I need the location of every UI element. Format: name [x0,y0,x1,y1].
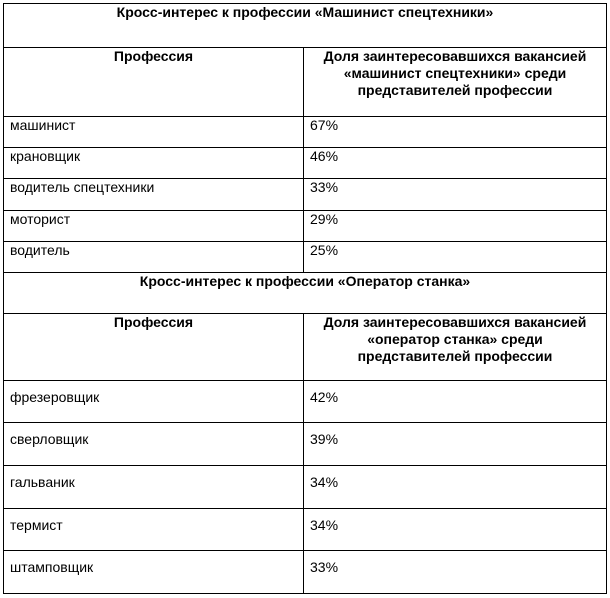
table-row [4,117,607,148]
profession-cell: термист [4,509,304,551]
header-row [4,48,607,117]
profession-cell: штамповщик [4,551,304,594]
profession-cell: водитель [4,242,304,273]
header-share-line: «оператор станка» среди [367,331,543,347]
table-row [4,551,607,594]
section-title-row [4,273,607,314]
table-row [4,423,607,466]
share-cell: 46% [304,148,607,179]
table-row [4,381,607,423]
header-share-line: Доля заинтересовавшихся вакансией [323,48,587,64]
profession-cell: водитель спецтехники [4,179,304,211]
profession-cell: фрезеровщик [4,381,304,423]
share-cell: 67% [304,117,607,148]
section-title-row [4,4,607,48]
header-profession: Профессия [4,48,304,117]
profession-cell: машинист [4,117,304,148]
share-cell: 39% [304,423,607,466]
share-cell: 29% [304,211,607,242]
table-row [4,466,607,509]
share-cell: 42% [304,381,607,423]
table-row [4,211,607,242]
profession-cell: сверловщик [4,423,304,466]
share-cell: 25% [304,242,607,273]
header-share-line: Доля заинтересовавшихся вакансией [323,314,587,330]
section-title: Кросс-интерес к профессии «Оператор станка» [4,273,607,314]
header-profession: Профессия [4,314,304,381]
share-cell: 34% [304,509,607,551]
share-cell: 34% [304,466,607,509]
section-title: Кросс-интерес к профессии «Машинист спецтехники» [4,4,607,48]
header-share-line: представителей профессии [357,82,553,98]
profession-cell: крановщик [4,148,304,179]
header-share-line: «машинист спецтехники» среди [343,65,567,81]
table-row [4,148,607,179]
share-cell: 33% [304,179,607,211]
header-share [304,314,607,381]
table-row [4,509,607,551]
cross-interest-table [3,3,607,594]
table-row [4,179,607,211]
profession-cell: моторист [4,211,304,242]
header-share [304,48,607,117]
profession-cell: гальваник [4,466,304,509]
share-cell: 33% [304,551,607,594]
header-row [4,314,607,381]
table-row [4,242,607,273]
header-share-line: представителей профессии [357,348,553,364]
